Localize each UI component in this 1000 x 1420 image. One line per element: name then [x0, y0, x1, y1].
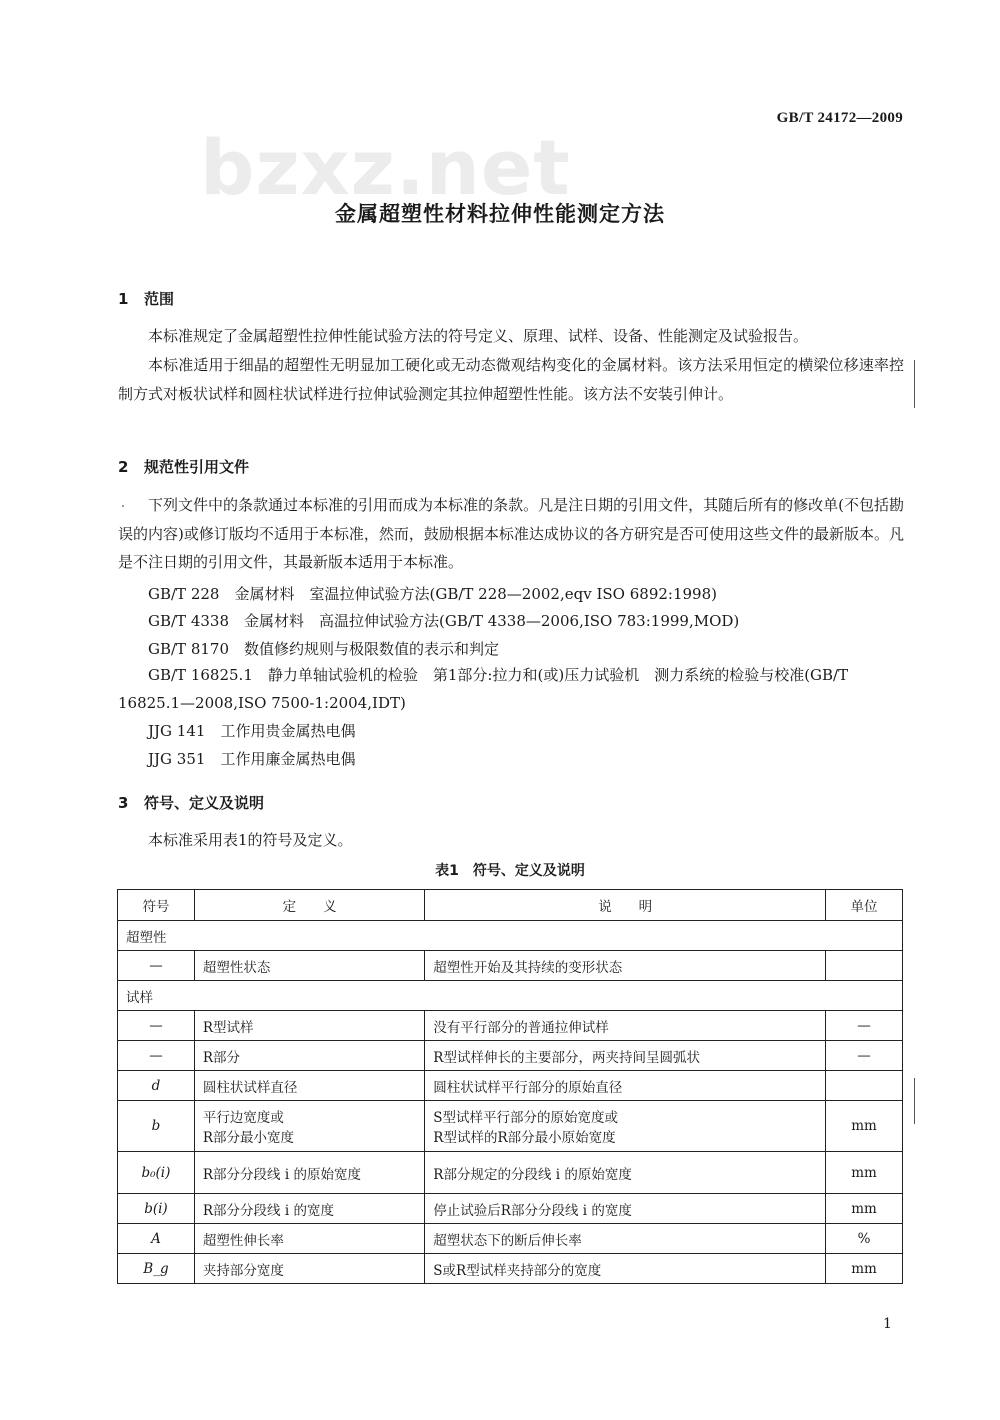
table-caption: 表1 符号、定义及说明	[435, 863, 585, 879]
document-title: 金属超塑性材料拉伸性能测定方法	[335, 202, 665, 226]
cell-unit: %	[826, 1224, 903, 1254]
cell-definition: 超塑性伸长率	[194, 1224, 424, 1254]
revision-margin-bar	[914, 1078, 915, 1124]
cell-description: 超塑状态下的断后伸长率	[425, 1224, 826, 1254]
group-label: 试样	[118, 981, 903, 1011]
cell-definition: R部分	[194, 1041, 424, 1071]
table-row	[118, 1011, 903, 1041]
table-row	[118, 1041, 903, 1071]
cell-symbol: b	[118, 1101, 195, 1152]
cell-description: 没有平行部分的普通拉伸试样	[425, 1011, 826, 1041]
table-group-row	[118, 921, 903, 951]
cell-unit: mm	[826, 1101, 903, 1152]
cell-description: 停止试验后R部分分段线 i 的宽度	[425, 1194, 826, 1224]
definitions-table	[117, 889, 903, 1284]
table-row	[118, 1254, 903, 1284]
table-row	[118, 1224, 903, 1254]
cell-description: R型试样伸长的主要部分，两夹持间呈圆弧状	[425, 1041, 826, 1071]
cell-symbol: B_g	[118, 1254, 195, 1284]
ref-code: JJG 141	[148, 722, 206, 740]
section-title: 符号、定义及说明	[144, 794, 265, 812]
ref-title: 工作用廉金属热电偶	[220, 750, 356, 768]
standard-number: GB/T 24172—2009	[776, 110, 903, 126]
cell-description: 圆柱状试样平行部分的原始直径	[425, 1071, 826, 1101]
section-number: 2	[118, 458, 129, 476]
cell-unit	[826, 1071, 903, 1101]
normative-paragraph: 下列文件中的条款通过本标准的引用而成为本标准的条款。凡是注日期的引用文件，其随后所有的修改单(不包括勘误的内容)或修订版均不适用于本标准，然而，鼓励根据本标准达成协议的各方研究是否可使用这些文件的最新版本。凡是不注日期的引用文件，其最新版本适用于本标准。	[118, 496, 904, 572]
header-description: 说 明	[425, 890, 826, 921]
ref-item	[148, 583, 717, 604]
section-number: 3	[118, 794, 129, 812]
table-row	[118, 1152, 903, 1194]
cell-unit: —	[826, 1041, 903, 1071]
cell-unit: mm	[826, 1194, 903, 1224]
group-label: 超塑性	[118, 921, 903, 951]
scope-paragraph-2: 本标准适用于细晶的超塑性无明显加工硬化或无动态微观结构变化的金属材料。该方法采用恒定的横梁位移速率控制方式对板状试样和圆柱状试样进行拉伸试验测定其拉伸超塑性性能。该方法不安装引伸计。	[118, 356, 904, 403]
cell-definition	[194, 1101, 424, 1152]
table-row	[118, 951, 903, 981]
cell-definition: 超塑性状态	[194, 951, 424, 981]
cell-symbol: —	[118, 1041, 195, 1071]
ref-code: GB/T 16825.1	[148, 666, 253, 684]
ref-code: GB/T 8170	[148, 640, 230, 658]
cell-description: 超塑性开始及其持续的变形状态	[425, 951, 826, 981]
section-3-heading	[118, 792, 264, 813]
ref-title: 数值修约规则与极限数值的表示和判定	[244, 640, 500, 658]
cell-symbol: d	[118, 1071, 195, 1101]
watermark: bzxz.net	[200, 123, 571, 212]
table-row	[118, 1194, 903, 1224]
cell-definition: R型试样	[194, 1011, 424, 1041]
header-definition: 定 义	[194, 890, 424, 921]
cell-definition: R部分分段线 i 的原始宽度	[194, 1152, 424, 1194]
table-group-row	[118, 981, 903, 1011]
cell-symbol: b₀(i)	[118, 1152, 195, 1194]
ref-code: JJG 351	[148, 750, 206, 768]
cell-description	[425, 1101, 826, 1152]
ref-title: 静力单轴试验机的检验 第1部分:拉力和(或)压力试验机 测力系统的检验与校准(GB/T 16825.1—2008,ISO 7500-1:2004,IDT)	[118, 666, 849, 712]
definition-line: R部分最小宽度	[202, 1130, 295, 1146]
cell-description: S或R型试样夹持部分的宽度	[425, 1254, 826, 1284]
definition-line: 平行边宽度或	[202, 1110, 284, 1126]
cell-unit	[826, 951, 903, 981]
scope-paragraph-1: 本标准规定了金属超塑性拉伸性能试验方法的符号定义、原理、试样、设备、性能测定及试验报告。	[148, 327, 809, 345]
ref-code: GB/T 228	[148, 585, 220, 603]
ref-title: 金属材料 室温拉伸试验方法(GB/T 228—2002,eqv ISO 6892:1998)	[234, 585, 717, 603]
description-line: S型试样平行部分的原始宽度或	[433, 1110, 619, 1126]
section-1-heading	[118, 288, 174, 309]
cell-symbol: b(i)	[118, 1194, 195, 1224]
ref-title: 工作用贵金属热电偶	[220, 722, 356, 740]
ref-code: GB/T 4338	[148, 612, 230, 630]
cell-definition: 夹持部分宽度	[194, 1254, 424, 1284]
header-symbol: 符号	[118, 890, 195, 921]
table-row	[118, 1101, 903, 1152]
ref-title: 金属材料 高温拉伸试验方法(GB/T 4338—2006,ISO 783:1999,MOD)	[244, 612, 740, 630]
section-title: 范围	[144, 290, 175, 308]
page-number: 1	[883, 1316, 892, 1332]
cell-symbol: A	[118, 1224, 195, 1254]
ref-item	[148, 748, 355, 769]
ref-item	[148, 638, 499, 659]
section-2-heading	[118, 456, 249, 477]
table-header-row	[118, 890, 903, 921]
cell-description: R部分规定的分段线 i 的原始宽度	[425, 1152, 826, 1194]
revision-margin-bar	[914, 360, 915, 408]
section-number: 1	[118, 290, 129, 308]
ref-item	[118, 661, 904, 717]
section-3-paragraph: 本标准采用表1的符号及定义。	[148, 831, 353, 849]
cell-unit: —	[826, 1011, 903, 1041]
cell-definition: 圆柱状试样直径	[194, 1071, 424, 1101]
cell-definition: R部分分段线 i 的宽度	[194, 1194, 424, 1224]
table-row	[118, 1071, 903, 1101]
ref-item	[148, 720, 355, 741]
ref-item	[148, 610, 739, 631]
description-line: R型试样的R部分最小原始宽度	[433, 1130, 616, 1146]
cell-symbol: —	[118, 951, 195, 981]
cell-unit: mm	[826, 1152, 903, 1194]
section-title: 规范性引用文件	[144, 458, 250, 476]
cell-unit: mm	[826, 1254, 903, 1284]
header-unit: 单位	[826, 890, 903, 921]
cell-symbol: —	[118, 1011, 195, 1041]
